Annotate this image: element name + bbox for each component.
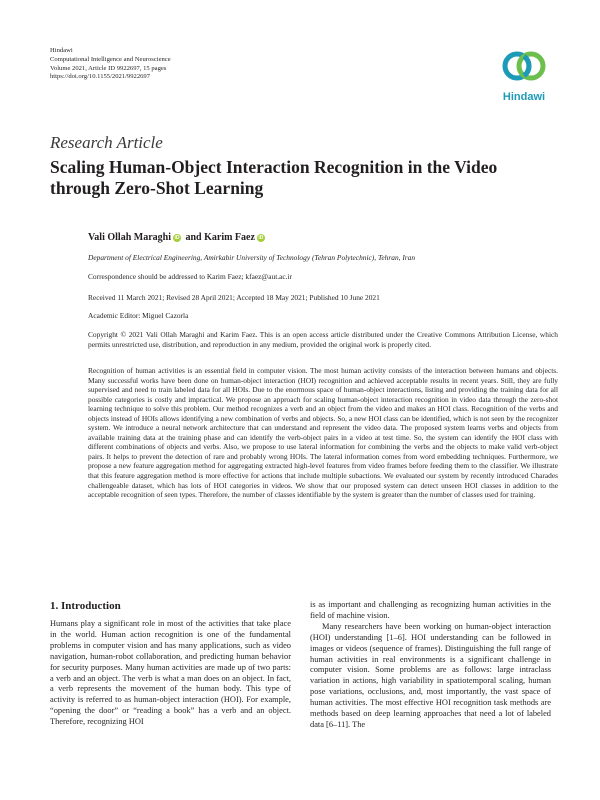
hindawi-logo [496, 47, 552, 105]
article-type: Research Article [50, 133, 163, 152]
correspondence: Correspondence should be addressed to Karim Faez; kfaez@aut.ac.ir [88, 272, 293, 281]
orcid-icon[interactable]: iD [258, 235, 264, 241]
orcid-icon[interactable]: iD [174, 235, 180, 241]
body-column-left [50, 619, 291, 728]
paragraph: Humans play a significant role in most of the activities that take place in the world. Human action recognition is one of the fundamental problems in computer vision and has many applications, such as video navigation, human-robot collaboration, and predicting human behavior for security purposes. Many human activities are made up of two parts: a verb and an object. The verb is what a man does on an object. In fact, a verb represents the movement of the human body. This type of activity is referred to as human-object interaction (HOI). For example, “opening the door” or “reading a book” has a verb and an object. Therefore, recognizing HOI [50, 619, 291, 727]
paragraph: is as important and challenging as recognizing human activities in the field of machine vision. [310, 600, 551, 620]
author-name[interactable]: Vali Ollah Maraghi [88, 232, 171, 243]
body-column-right [310, 600, 551, 731]
journal-header [50, 47, 171, 82]
publication-dates: Received 11 March 2021; Revised 28 April 2021; Accepted 18 May 2021; Published 10 June 2021 [88, 293, 380, 302]
affiliation: Department of Electrical Engineering, Amirkabir University of Technology (Tehran Polytechnic), Tehran, Iran [88, 253, 416, 262]
hindawi-logo-icon [496, 47, 552, 91]
author-joiner: and [185, 232, 202, 243]
section-heading: 1. Introduction [50, 600, 121, 612]
publisher-name: Hindawi [50, 47, 73, 54]
doi-link[interactable]: https://doi.org/10.1155/2021/9922697 [50, 73, 151, 81]
author-name[interactable]: Karim Faez [204, 232, 255, 243]
logo-wordmark: Hindawi [502, 91, 546, 103]
journal-name: Computational Intelligence and Neuroscience [50, 55, 171, 63]
paragraph: Many researchers have been working on human-object interaction (HOI) understanding [1–6]. HOI understanding can be followed in images or videos (sequence of frames). Distinguishing the full range of human activities in real environments is a significant challenge in computer vision. Some problems are as follows: large intraclass variation in actions, high variability in spatiotemporal scaling, human pose variations, occlusions, and, most importantly, the vast space of human activities. The most effective HOI recognition task methods are methods based on deep learning approaches that need a lot of labeled data [6–11]. The [310, 621, 551, 729]
academic-editor: Academic Editor: Miguel Cazorla [88, 311, 189, 320]
copyright-notice: Copyright © 2021 Vali Ollah Maraghi and Karim Faez. This is an open access article distributed under the Creative Commons Attribution License, which permits unrestricted use, distribution, and reproduction in any medium, provided the original work is properly cited. [88, 330, 558, 349]
article-title: Scaling Human-Object Interaction Recognition in the Video through Zero-Shot Learning [50, 157, 498, 198]
author-list [88, 232, 267, 243]
volume-info: Volume 2021, Article ID 9922697, 15 pages [50, 64, 167, 72]
abstract: Recognition of human activities is an essential field in computer vision. The most human activity consists of the interaction between humans and objects. Many successful works have been done on human-object interaction (HOI) recognition and achieved acceptable results in recent years. Still, they are fully supervised and need to train labeled data for all HOIs. Due to the enormous space of human-object interactions, listing and providing the training data for all possible categories is costly and impractical. We propose an approach for scaling human-object interaction recognition in video data through the zero-shot learning technique to solve this problem. Our method recognizes a verb and an object from the video and makes an HOI class. Recognition of the verbs and objects instead of HOIs allows identifying a new combination of verbs and objects. So, a new HOI class can be identified, which is not seen by the recognizer system. We introduce a neural network architecture that can understand and represent the video data. The proposed system learns verbs and objects from available training data at the training phase and can identify the verb-object pairs in a video at test time. So, the system can identify the HOI class with different combinations of objects and verbs. Also, we propose to use lateral information for combining the verbs and the objects to make valid verb-object pairs. It helps to prevent the detection of rare and probably wrong HOIs. The lateral information comes from word embedding techniques. Furthermore, we propose a new feature aggregation method for aggregating extracted high-level features from video frames before feeding them to the classifier. We illustrate that this feature aggregation method is more effective for actions that include multiple subactions. We evaluated our system by recently introduced Charades challengeable dataset, which has lots of HOI categories in videos. We show that our proposed system can detect unseen HOI classes in addition to the acceptable recognition of seen types. Therefore, the number of classes identifiable by the system is greater than the number of classes used for training. [88, 366, 558, 500]
